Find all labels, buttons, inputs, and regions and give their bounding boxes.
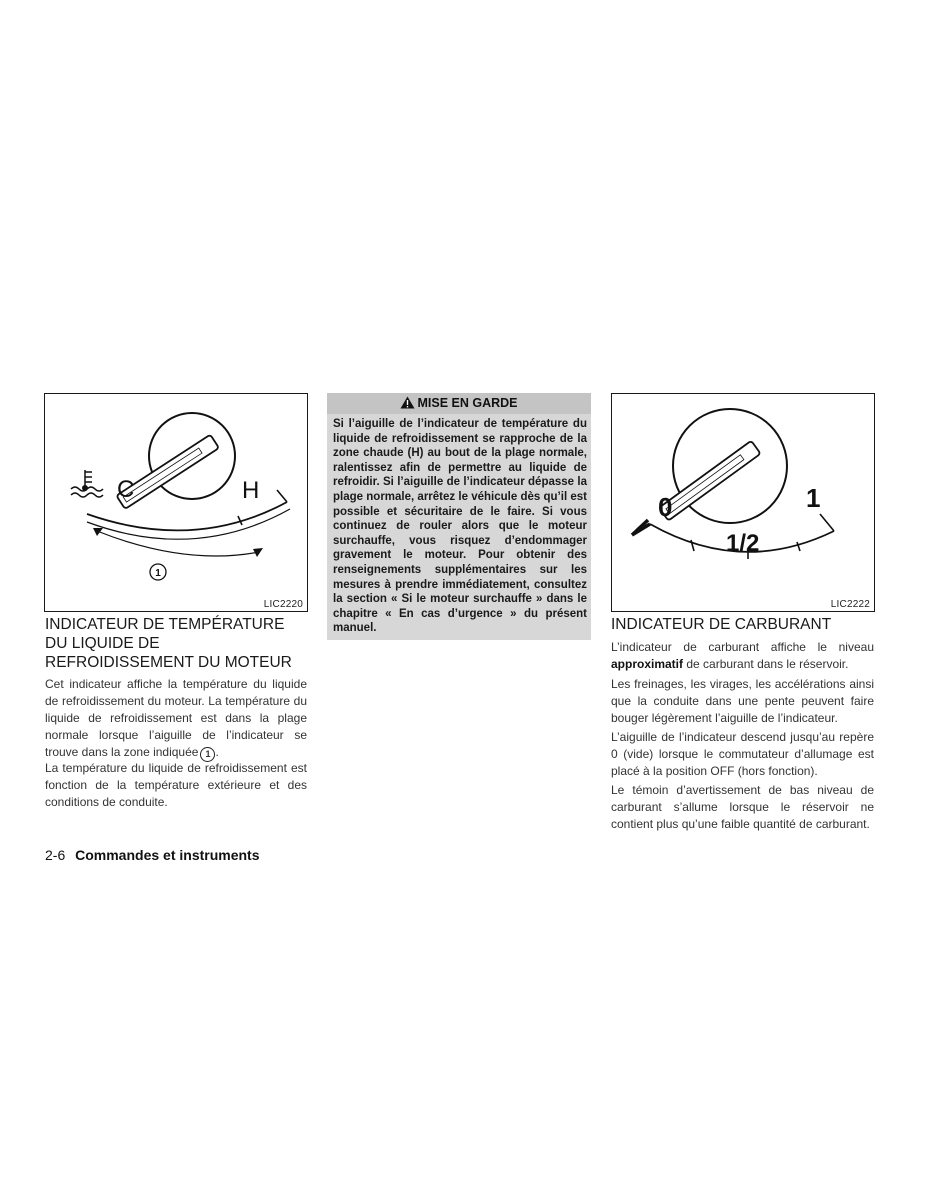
section-title-temperature: INDICATEUR DE TEMPÉRATURE DU LIQUIDE DE REFROIDISSEMENT DU MOTEUR xyxy=(45,616,292,671)
fuel-label-full: 1 xyxy=(806,483,821,513)
warning-title: MISE EN GARDE xyxy=(417,396,518,410)
warning-box xyxy=(327,393,591,640)
fuel-paragraph-1-a: L’indicateur de carburant affiche le niveau xyxy=(611,640,874,654)
warning-text: Si l’aiguille de l’indicateur de température du liquide de refroidissement se rapproche de la zone chaude (H) au bout de la plage normale, ralentissez afin de permettre au liquide de refroidir. Si l’aiguille de l’indicateur dépasse la plage normale, arrêtez le véhicule dès qu’il est possible et sécuritaire de le faire. Si vous continuez de rouler alors que le moteur surchauffe, vous risquez d’endommager gravement le moteur. Pour obtenir des renseignements supplémentaires sur les mesures à prendre immédiatement, consultez la section « Si le moteur surchauffe » dans le chapitre « En cas d’urgence » du présent manuel. xyxy=(333,418,587,635)
temperature-gauge-figure xyxy=(44,393,308,612)
fuel-paragraph-1 xyxy=(611,639,874,673)
page-footer xyxy=(45,847,260,863)
fuel-paragraph-2: Les freinages, les virages, les accélérations ainsi que la conduite dans une pente peuvent faire bouger légèrement l’aiguille de l’indicateur. xyxy=(611,677,874,725)
temperature-paragraph-1-end: . xyxy=(215,745,219,759)
figure-id: LIC2222 xyxy=(830,599,870,610)
section-title-fuel: INDICATEUR DE CARBURANT xyxy=(611,616,832,633)
fuel-gauge-illustration xyxy=(612,394,874,611)
figure-id: LIC2220 xyxy=(263,599,303,610)
gauge-label-c: C xyxy=(117,476,135,503)
warning-header xyxy=(327,393,591,414)
fuel-paragraph-3: L’aiguille de l’indicateur descend jusqu’au repère 0 (vide) lorsque le commutateur d’allumage est placé à la position OFF (hors fonction). xyxy=(611,730,874,778)
temperature-paragraph-2: La température du liquide de refroidissement est fonction de la température extérieure et des conditions de conduite. xyxy=(45,761,307,809)
temperature-paragraph-1 xyxy=(45,676,307,762)
zone-reference-marker: 1 xyxy=(200,747,215,762)
warning-triangle-icon xyxy=(400,396,415,409)
fuel-gauge-figure xyxy=(611,393,875,612)
gauge-label-h: H xyxy=(242,477,260,504)
fuel-paragraph-1-b: de carburant dans le réservoir. xyxy=(686,657,849,671)
fuel-paragraph-1-bold: approximatif xyxy=(611,657,684,671)
fuel-label-half: 1/2 xyxy=(726,530,760,557)
fuel-label-empty: 0 xyxy=(658,492,673,522)
callout-number: 1 xyxy=(155,568,161,579)
temperature-paragraph-1-text: Cet indicateur affiche la température du liquide de refroidissement du moteur. La température du liquide de refroidissement est dans la plage normale lorsque l’aiguille de l’indicateur se trouve dans la zone indiquée xyxy=(45,677,307,759)
page-number: 2-6 xyxy=(45,847,66,863)
chapter-title: Commandes et instruments xyxy=(75,847,260,863)
fuel-paragraph-4: Le témoin d’avertissement de bas niveau de carburant s’allume lorsque le réservoir ne contient plus qu’une faible quantité de carburant. xyxy=(611,783,874,831)
temperature-gauge-illustration xyxy=(45,394,307,611)
